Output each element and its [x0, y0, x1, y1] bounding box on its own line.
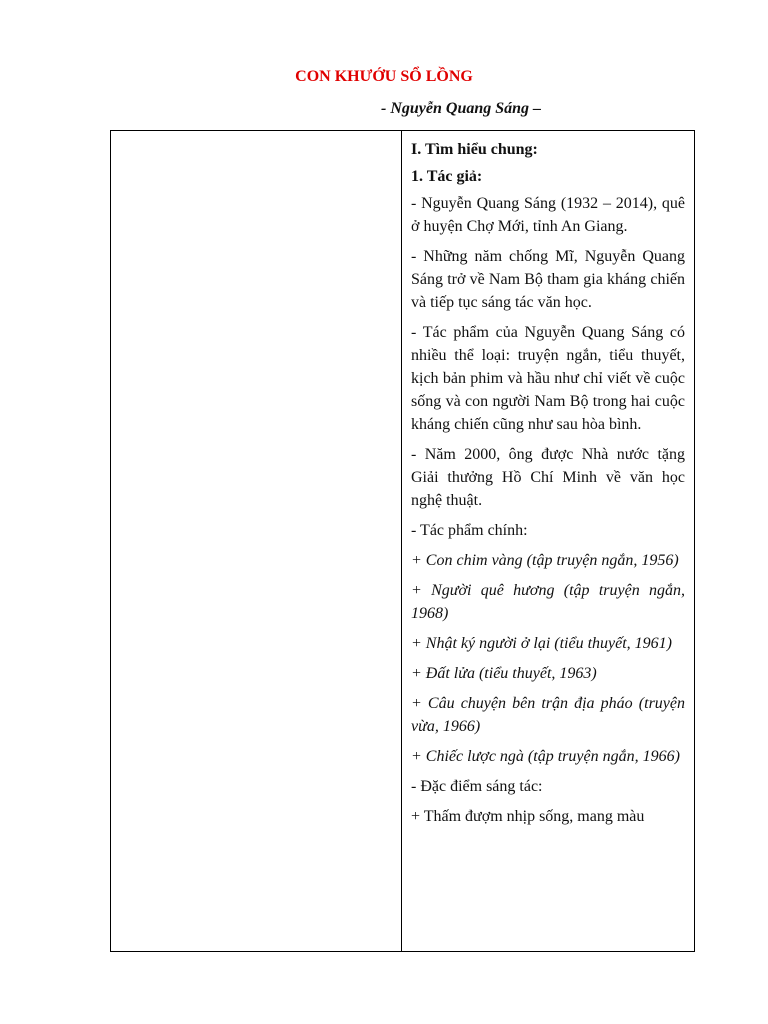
section-heading: I. Tìm hiểu chung:: [411, 141, 538, 158]
work-item: + Đất lửa (tiểu thuyết, 1963): [411, 665, 597, 682]
style-point: + Thấm đượm nhịp sống, mang màu: [411, 808, 645, 825]
content-table: [110, 130, 695, 952]
work-item: + Người quê hương (tập truyện ngắn, 1968): [411, 582, 685, 622]
subsection-heading: 1. Tác giả:: [411, 168, 483, 185]
author-paragraph: - Nguyễn Quang Sáng (1932 – 2014), quê ở huyện Chợ Mới, tỉnh An Giang.: [411, 195, 685, 235]
style-heading: - Đặc điểm sáng tác:: [411, 778, 543, 795]
author-paragraph: - Những năm chống Mĩ, Nguyễn Quang Sáng trở về Nam Bộ tham gia kháng chiến và tiếp tục sáng tác văn học.: [411, 248, 685, 311]
work-item: + Chiếc lược ngà (tập truyện ngắn, 1966): [411, 748, 680, 765]
work-item: + Nhật ký người ở lại (tiểu thuyết, 1961): [411, 635, 672, 652]
work-item: + Câu chuyện bên trận địa pháo (truyện vừa, 1966): [411, 695, 685, 735]
document-author: - Nguyễn Quang Sáng –: [381, 100, 542, 117]
work-item: + Con chim vàng (tập truyện ngắn, 1956): [411, 552, 679, 569]
right-column: [402, 131, 694, 951]
author-paragraph: - Tác phẩm của Nguyễn Quang Sáng có nhiều thể loại: truyện ngắn, tiểu thuyết, kịch bản phim và hầu như chỉ viết về cuộc sống và con người Nam Bộ trong hai cuộc kháng chiến cũng như sau hòa bình.: [411, 324, 685, 433]
author-paragraph: - Năm 2000, ông được Nhà nước tặng Giải thưởng Hồ Chí Minh về văn học nghệ thuật.: [411, 446, 685, 509]
document-title: CON KHƯỚU SỔ LỒNG: [295, 68, 473, 85]
left-column-empty: [111, 131, 402, 951]
works-heading: - Tác phẩm chính:: [411, 522, 528, 539]
